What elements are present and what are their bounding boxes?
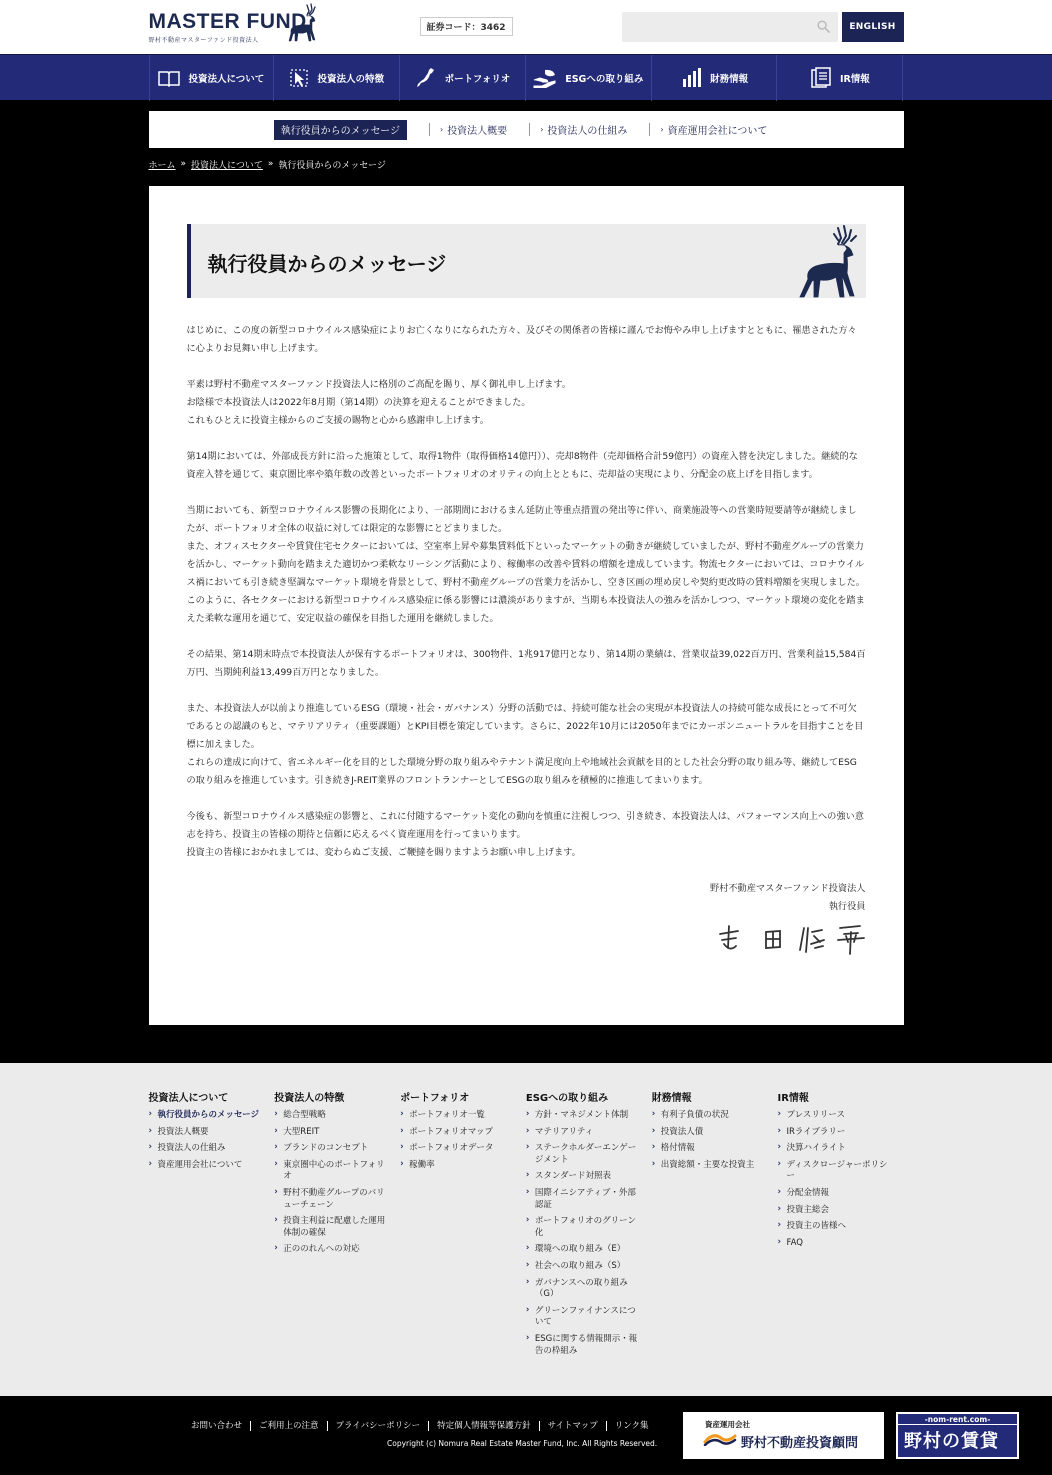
- gnav-item-esg[interactable]: [526, 55, 652, 101]
- footer-nav-link[interactable]: › ポートフォリオデータ: [400, 1143, 518, 1155]
- footer-nav-link[interactable]: › ポートフォリオ一覧: [400, 1110, 518, 1122]
- subnav-item-asset-manager[interactable]: › 資産運用会社について: [638, 120, 778, 140]
- deer-logo-icon: [285, 3, 321, 43]
- footer-nav-link[interactable]: › ステークホルダーエンゲージメント: [526, 1143, 644, 1166]
- logo-subtitle: 野村不動産マスターファンド投資法人: [148, 37, 259, 44]
- cursor-icon: [289, 68, 309, 88]
- gnav-label: ポートフォリオ: [444, 74, 511, 85]
- footer-link-terms[interactable]: ご利用上の注意: [250, 1421, 327, 1431]
- global-nav: [0, 54, 1052, 100]
- footer-nav-link[interactable]: › グリーンファイナンスについて: [526, 1306, 644, 1329]
- footer-nav-heading[interactable]: IR情報: [777, 1093, 809, 1104]
- sign-organization: 野村不動産マスターファンド投資法人: [709, 883, 866, 894]
- footer-nav-link[interactable]: › 投資主の皆様へ: [777, 1221, 895, 1233]
- footer-nav-column: [274, 1089, 400, 1362]
- gnav-label: ESGへの取り組み: [565, 74, 644, 85]
- subnav-item-message[interactable]: 執行役員からのメッセージ: [274, 120, 407, 140]
- page-title: 執行役員からのメッセージ: [207, 252, 447, 276]
- footer-nav-link[interactable]: › ブランドのコンセプト: [274, 1143, 392, 1155]
- footer-nav-heading[interactable]: 投資法人について: [148, 1093, 229, 1104]
- search-box: [622, 12, 838, 42]
- gnav-item-financial[interactable]: [652, 55, 778, 101]
- gnav-item-ir[interactable]: [777, 55, 903, 101]
- footer-nav-link[interactable]: › ポートフォリオマップ: [400, 1127, 518, 1139]
- signature-block: [187, 880, 866, 916]
- gnav-label: 投資法人について: [188, 74, 265, 85]
- message-paragraph: 平素は野村不動産マスターファンド投資法人に格別のご高配を賜り、厚く御礼申し上げます。 お陰様で本投資法人は2022年8月期（第14期）の決算を迎えることができました。 これもひとえに投資主様からのご支援の賜物と心から感謝申し上げます。: [186, 379, 571, 426]
- arrow-right-icon: ›: [540, 125, 544, 134]
- footer-nav-link[interactable]: › 決算ハイライト: [777, 1143, 895, 1155]
- footer-nav-link[interactable]: › 環境への取り組み（E）: [526, 1244, 644, 1256]
- logo-title: MASTER FUND: [148, 10, 307, 33]
- arrow-right-icon: ›: [660, 125, 664, 134]
- site-logo[interactable]: [149, 10, 307, 44]
- gnav-item-about[interactable]: [149, 55, 275, 101]
- footer-nav-link[interactable]: › スタンダード対照表: [526, 1171, 644, 1183]
- message-paragraph: 第14期においては、外部成長方針に沿った施策として、取得1物件（取得価格14億円））、売却8物件（売却価格合計59億円）の資産入替を決定しました。継続的な資産入替を通じて、東京圏比率や築年数の改善といったポートフォリオのオリティの向上とともに、売却益の実現により、分配金の底上げを目指します。: [186, 451, 858, 480]
- copyright: Copyright (c) Nomura Real Estate Master Fund, Inc. All Rights Reserved.: [387, 1439, 658, 1448]
- arrow-right-icon: ›: [439, 125, 444, 134]
- footer-nav-link[interactable]: › ディスクロージャーポリシー: [777, 1160, 895, 1183]
- footer-nav-column: [149, 1089, 275, 1362]
- footer-nav-heading[interactable]: 投資法人の特徴: [274, 1093, 345, 1104]
- footer-nav-link[interactable]: › 東京圏中心のポートフォリオ: [274, 1160, 392, 1183]
- banner-rent-url: -nom-rent.com-: [898, 1415, 1017, 1425]
- page-heading-box: [187, 224, 866, 298]
- footer-nav-link[interactable]: › 国際イニシアティブ・外部認証: [526, 1188, 644, 1211]
- message-paragraph: 当期においても、新型コロナウイルス影響の長期化により、一部期間におけるまん延防止等重点措置の発出等に伴い、商業施設等への営業時短要請等が継続しましたが、ポートフォリオ全体の収益に対しては限定的な影響にとどまりました。 また、オフィスセクターや賃貸住宅セクターにおいては、空室率上昇や募集賃料低下といったマーケットの動きが継続していましたが、野村不動産グループの営業力を活かし、マーケット動向を踏まえた適切かつ柔軟なリーシング活動により、稼働率の改善や賃料の増額を達成しています。物流セクターにおいては、コロナウイルス禍においても引き続き堅調なマーケット環境を背景として、野村不動産グループの営業力を活かし、空き区画の埋め戻しや契約更改時の賃料増額を実現しました。このように、各セクターにおける新型コロナウイルス感染症に係る影響には濃淡がありますが、当期も本投資法人の強みを活かしつつ、マーケット環境の変化を踏まえた柔軟な運用を通じて、安定収益の確保を目指した運用を継続しました。: [186, 505, 865, 624]
- japan-map-icon: [415, 67, 437, 89]
- search-icon[interactable]: [817, 20, 830, 33]
- message-body: [187, 322, 866, 862]
- english-button[interactable]: ENGLISH: [842, 12, 904, 42]
- message-paragraph: はじめに、この度の新型コロナウイルス感染症によりお亡くなりになられた方々、及びその関係者の皆様に謹んでお悔やみ申し上げますとともに、罹患された方々に心よりお見舞い申し上げます。: [186, 325, 857, 354]
- securities-code-badge: 証券コード：3462: [420, 17, 513, 36]
- footer-link-personal-info[interactable]: 特定個人情報等保護方針: [428, 1421, 539, 1431]
- gnav-item-features[interactable]: [274, 55, 400, 101]
- subnav-item-structure[interactable]: › 投資法人の仕組み: [518, 120, 638, 140]
- site-footer: [0, 1396, 1052, 1475]
- footer-nav-link[interactable]: › 大型REIT: [274, 1127, 392, 1139]
- footer-nav-link[interactable]: › FAQ: [777, 1238, 895, 1250]
- breadcrumb: [149, 156, 904, 172]
- hand-leaf-icon: [533, 68, 557, 88]
- footer-nav-column: [400, 1089, 526, 1362]
- footer-nav-link[interactable]: › 格付情報: [652, 1143, 770, 1155]
- breadcrumb-parent-link[interactable]: 投資法人について: [191, 160, 263, 171]
- footer-links: [191, 1421, 657, 1431]
- footer-nav-heading[interactable]: ESGへの取り組み: [525, 1093, 609, 1104]
- gnav-label: 財務情報: [710, 74, 749, 85]
- banner-rent-text: 野村の賃貸: [904, 1431, 999, 1452]
- bar-chart-icon: [680, 67, 702, 89]
- banner-nomura-rent[interactable]: [896, 1412, 1019, 1459]
- main-content: [149, 186, 904, 1025]
- footer-nav-column: [526, 1089, 652, 1362]
- banner-asset-manager[interactable]: [683, 1412, 884, 1459]
- gnav-label: 投資法人の特徴: [317, 74, 384, 85]
- nomura-logo-icon: [703, 1432, 737, 1446]
- message-paragraph: また、本投資法人が以前より推進しているESG（環境・社会・ガバナンス）分野の活動では、持続可能な社会の実現が本投資法人の持続可能な成長にとって不可欠であるとの認識のもと、マテリアリティ（重要課題）とKPI目標を策定しています。さらに、2022年10月には2050年までにカーボンニュートラルを目指すことを目標に加えました。 これらの達成に向けて、省エネルギー化を目的とした環境分野の取り組みやテナント満足度向上や地域社会貢献を目的とした社会分野の取り組み等、継続してESGの取り組みを推進しています。引き続きJ-REIT業界のフロントランナーとしてESGの取り組みを積極的に推進してまいります。: [186, 703, 864, 786]
- footer-nav-link[interactable]: › 投資法人概要: [149, 1127, 267, 1139]
- footer-nav-link[interactable]: › 社会への取り組み（S）: [526, 1261, 644, 1273]
- banner-asset-manager-name: 野村不動産投資顧問: [741, 1436, 859, 1451]
- footer-nav-link[interactable]: › 稼働率: [400, 1160, 518, 1172]
- footer-nav-column: [777, 1089, 903, 1362]
- document-icon: [810, 67, 832, 89]
- footer-link-privacy[interactable]: プライバシーポリシー: [327, 1421, 429, 1431]
- breadcrumb-current: 執行役員からのメッセージ: [278, 160, 386, 171]
- footer-nav-link[interactable]: › 野村不動産グループのバリューチェーン: [274, 1188, 392, 1211]
- footer-link-contact[interactable]: お問い合わせ: [191, 1421, 243, 1431]
- deer-emblem-icon: [794, 224, 866, 298]
- footer-nav-link[interactable]: › 投資主総会: [777, 1205, 895, 1217]
- footer-nav-link[interactable]: › 投資法人債: [652, 1127, 770, 1139]
- footer-nav-link[interactable]: › 投資主利益に配慮した運用体制の確保: [274, 1216, 392, 1239]
- footer-link-links[interactable]: リンク集: [606, 1421, 657, 1431]
- message-paragraph: 今後も、新型コロナウイルス感染症の影響と、これに付随するマーケット変化の動向を慎重に注視しつつ、引き続き、本投資法人は、パフォーマンス向上への強い意志を持ち、投資主の皆様の期待と信頼に応えるべく資産運用を行ってまいります。 投資主の皆様におかれましては、変わらぬご支援、ご鞭撻を賜りますようお願い申し上げます。: [186, 811, 864, 858]
- footer-nav-link[interactable]: › 投資法人の仕組み: [149, 1143, 267, 1155]
- footer-nav-link[interactable]: › ESGに関する情報開示・報告の枠組み: [526, 1334, 644, 1357]
- footer-nav-link[interactable]: › IRライブラリー: [777, 1127, 895, 1139]
- handwritten-signature: [187, 922, 866, 956]
- sign-title: 執行役員: [828, 901, 866, 912]
- site-header: [0, 0, 1052, 54]
- sub-nav: [149, 111, 904, 148]
- breadcrumb-home-link[interactable]: ホーム: [148, 160, 176, 171]
- subnav-item-overview[interactable]: › 投資法人概要: [418, 120, 518, 140]
- footer-nav-link[interactable]: › 正ののれんへの対応: [274, 1244, 392, 1256]
- footer-nav-heading[interactable]: 財務情報: [651, 1093, 692, 1104]
- footer-nav-link[interactable]: › プレスリリース: [777, 1110, 895, 1122]
- footer-nav-heading[interactable]: ポートフォリオ: [400, 1093, 470, 1104]
- breadcrumb-separator: »: [267, 159, 274, 169]
- footer-nav-link[interactable]: › 有利子負債の状況: [652, 1110, 770, 1122]
- footer-nav: [0, 1063, 1052, 1396]
- search-input[interactable]: [622, 12, 838, 42]
- breadcrumb-separator: »: [180, 159, 187, 169]
- footer-nav-link[interactable]: › ガバナンスへの取り組み（G）: [526, 1278, 644, 1301]
- gnav-item-portfolio[interactable]: [400, 55, 526, 101]
- gnav-label: IR情報: [839, 74, 870, 85]
- footer-nav-link[interactable]: › ポートフォリオのグリーン化: [526, 1216, 644, 1239]
- footer-nav-link[interactable]: › 分配金情報: [777, 1188, 895, 1200]
- footer-nav-link[interactable]: › 総合型戦略: [274, 1110, 392, 1122]
- signature-image: [716, 922, 866, 956]
- footer-nav-link[interactable]: › マテリアリティ: [526, 1127, 644, 1139]
- footer-nav-link[interactable]: › 出資総額・主要な投資主: [652, 1160, 770, 1172]
- message-paragraph: その結果、第14期末時点で本投資法人が保有するポートフォリオは、300物件、1兆917億円となり、第14期の業績は、営業収益39,022百万円、営業利益15,584百万円、当期純利益13,499百万円となりました。: [186, 649, 866, 678]
- footer-nav-link[interactable]: › 執行役員からのメッセージ: [149, 1110, 267, 1122]
- footer-nav-link[interactable]: › 資産運用会社について: [149, 1160, 267, 1172]
- banner-asset-manager-label: 資産運用会社: [705, 1420, 750, 1429]
- footer-nav-column: [652, 1089, 778, 1362]
- footer-nav-link[interactable]: › 方針・マネジメント体制: [526, 1110, 644, 1122]
- book-icon: [158, 69, 180, 87]
- footer-link-sitemap[interactable]: サイトマップ: [539, 1421, 606, 1431]
